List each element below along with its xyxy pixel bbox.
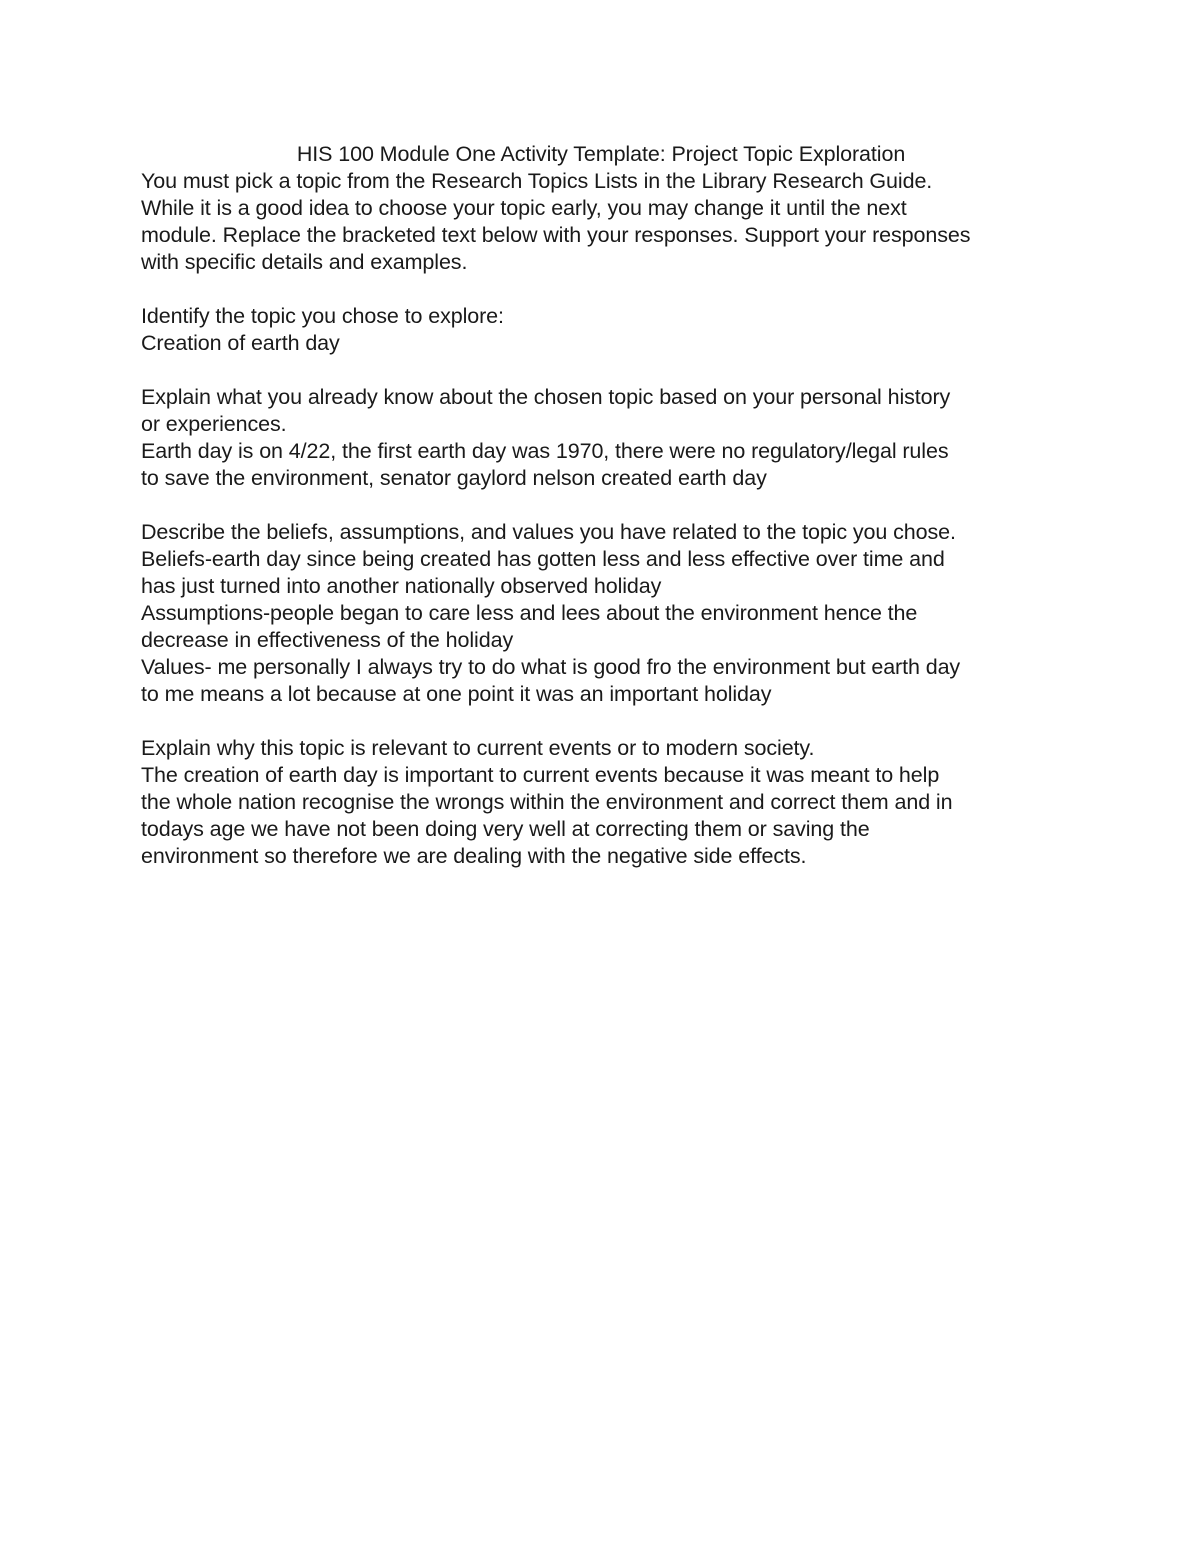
document-body — [141, 141, 1071, 870]
section-response: environment so therefore we are dealing with the negative side effects. — [141, 844, 807, 868]
section-response: Values- me personally I always try to do what is good fro the environment but earth day — [141, 655, 961, 679]
intro-paragraph — [141, 168, 1071, 276]
spacer — [141, 492, 1071, 519]
spacer — [141, 276, 1071, 303]
section-response: the whole nation recognise the wrongs within the environment and correct them and in — [141, 790, 953, 814]
section-beliefs — [141, 519, 1071, 708]
section-response: todays age we have not been doing very well at correcting them or saving the — [141, 817, 870, 841]
intro-line: module. Replace the bracketed text below with your responses. Support your responses — [141, 223, 971, 247]
section-response: Earth day is on 4/22, the first earth day was 1970, there were no regulatory/legal rules — [141, 439, 949, 463]
section-response: to save the environment, senator gaylord nelson created earth day — [141, 466, 767, 490]
section-prompt: Describe the beliefs, assumptions, and values you have related to the topic you chose. — [141, 520, 956, 544]
section-prompt: Explain what you already know about the chosen topic based on your personal history — [141, 385, 951, 409]
intro-line: with specific details and examples. — [141, 250, 468, 274]
section-response: Creation of earth day — [141, 331, 340, 355]
section-response: decrease in effectiveness of the holiday — [141, 628, 514, 652]
intro-line: You must pick a topic from the Research Topics Lists in the Library Research Guide. — [141, 169, 933, 193]
section-response: Beliefs-earth day since being created has gotten less and less effective over time and — [141, 547, 945, 571]
section-response: Assumptions-people began to care less and lees about the environment hence the — [141, 601, 918, 625]
document-title: HIS 100 Module One Activity Template: Project Topic Exploration — [296, 142, 906, 166]
section-response: The creation of earth day is important to current events because it was meant to help — [141, 763, 940, 787]
spacer — [141, 708, 1071, 735]
section-prior-knowledge — [141, 384, 1071, 492]
section-relevance — [141, 735, 1071, 870]
intro-line: While it is a good idea to choose your topic early, you may change it until the next — [141, 196, 907, 220]
section-response: has just turned into another nationally observed holiday — [141, 574, 662, 598]
section-prompt: Identify the topic you chose to explore: — [141, 304, 504, 328]
spacer — [141, 357, 1071, 384]
section-prompt: or experiences. — [141, 412, 287, 436]
section-prompt: Explain why this topic is relevant to current events or to modern society. — [141, 736, 815, 760]
section-topic — [141, 303, 1071, 357]
section-response: to me means a lot because at one point it was an important holiday — [141, 682, 772, 706]
